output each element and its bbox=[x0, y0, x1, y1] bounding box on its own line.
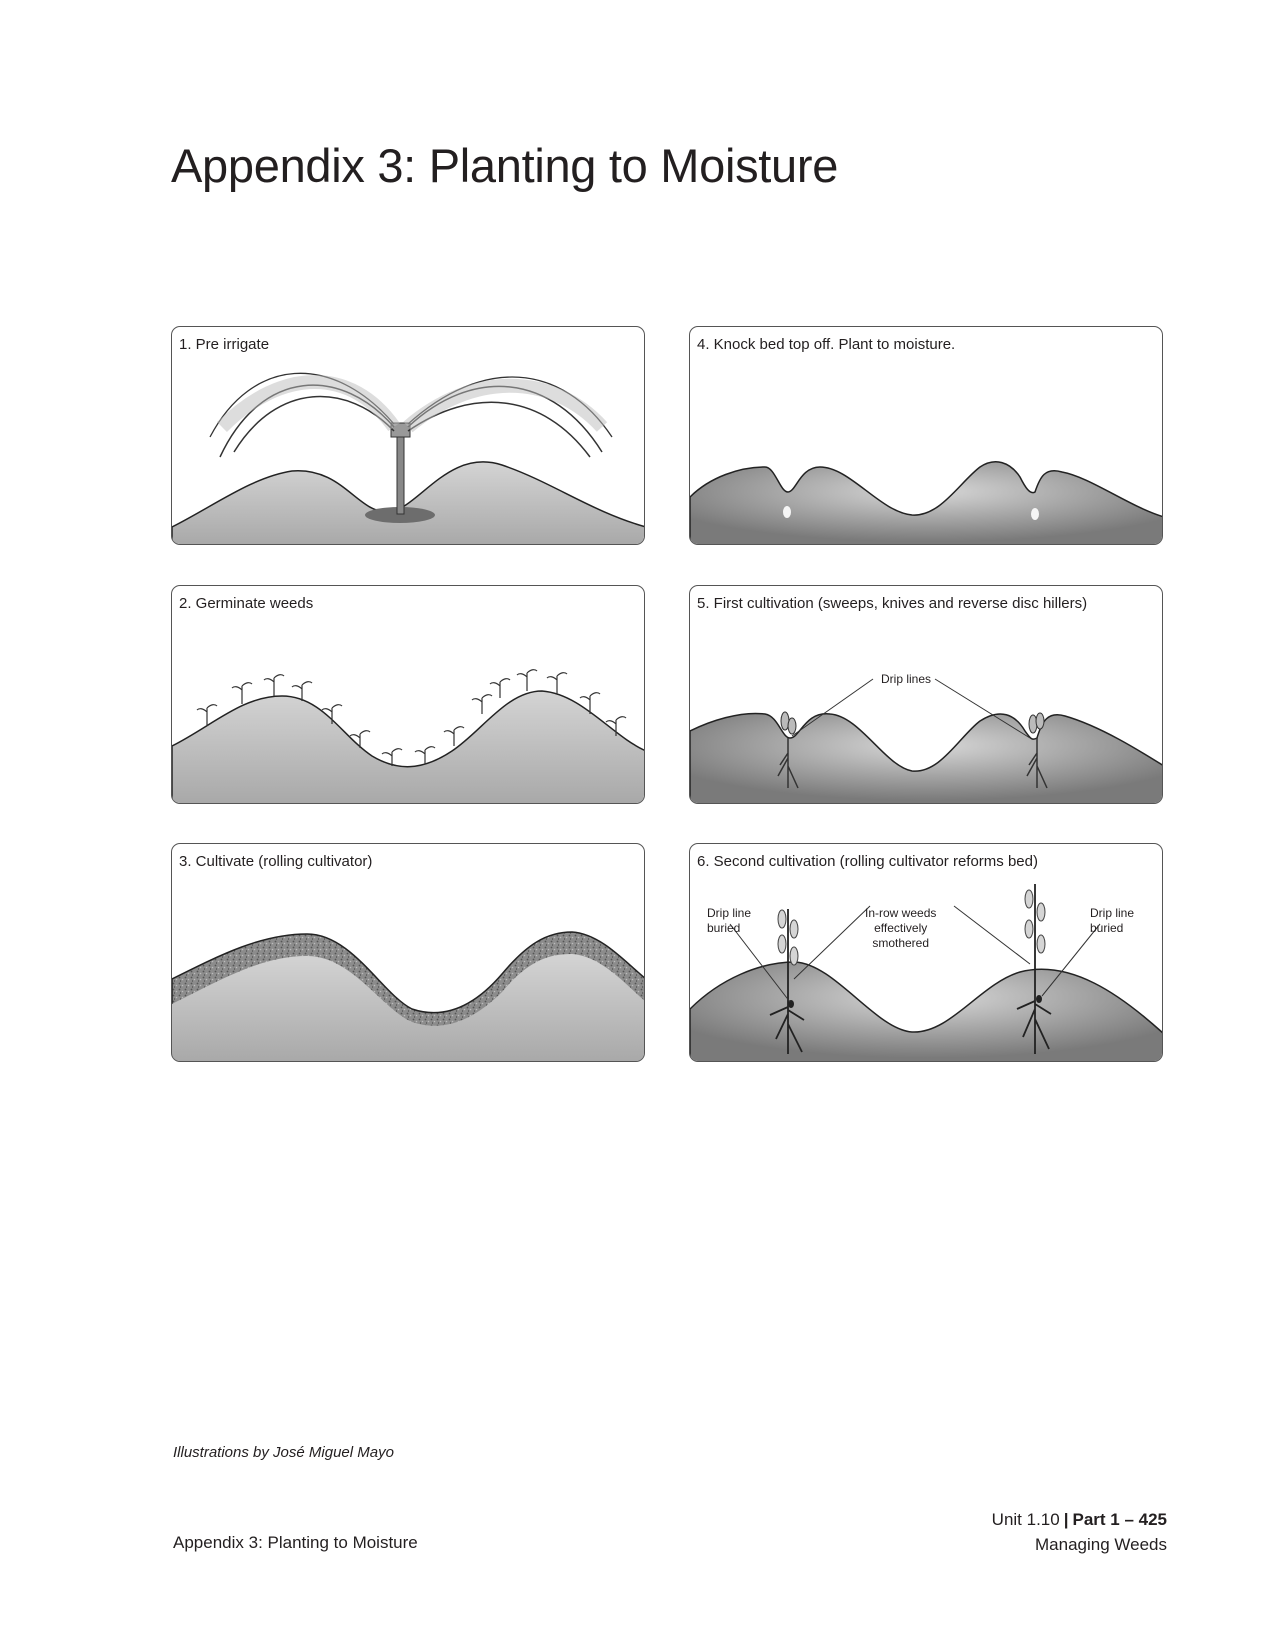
footer-unit-line bbox=[992, 1507, 1167, 1532]
panel-second-cultivation bbox=[689, 843, 1163, 1062]
panel-knock-bed-top bbox=[689, 326, 1163, 545]
knock-bed-top-illustration bbox=[690, 327, 1163, 545]
panel-first-cultivation bbox=[689, 585, 1163, 804]
page-title: Appendix 3: Planting to Moisture bbox=[171, 139, 839, 192]
illustration-credit: Illustrations by José Miguel Mayo bbox=[173, 1444, 394, 1461]
panel-label: 5. First cultivation (sweeps, knives and reverse disc hillers) bbox=[697, 595, 1088, 612]
second-cultivation-illustration bbox=[690, 844, 1163, 1062]
panel-label: 1. Pre irrigate bbox=[179, 336, 270, 353]
footer-unit: Unit 1.10 bbox=[991, 1510, 1060, 1529]
callout-drip-line-buried-left: Drip line buried bbox=[707, 906, 752, 935]
panel-cultivate bbox=[171, 843, 645, 1062]
panel-label: 6. Second cultivation (rolling cultivator reforms bed) bbox=[697, 853, 1038, 870]
panel-germinate-weeds bbox=[171, 585, 645, 804]
panel-label: 3. Cultivate (rolling cultivator) bbox=[179, 853, 373, 870]
germinate-weeds-illustration bbox=[172, 586, 645, 804]
panel-label: 4. Knock bed top off. Plant to moisture. bbox=[697, 336, 956, 353]
footer-separator: | bbox=[1063, 1510, 1069, 1529]
footer-section-title: Appendix 3: Planting to Moisture bbox=[173, 1533, 418, 1552]
footer-part-page: Part 1 – 425 bbox=[1072, 1510, 1167, 1529]
first-cultivation-illustration bbox=[690, 586, 1163, 804]
panel-pre-irrigate bbox=[171, 326, 645, 545]
cultivate-illustration bbox=[172, 844, 645, 1062]
footer-page-info bbox=[992, 1507, 1167, 1557]
pre-irrigate-illustration bbox=[172, 327, 645, 545]
footer-topic: Managing Weeds bbox=[1035, 1535, 1167, 1554]
panel-label: 2. Germinate weeds bbox=[179, 595, 314, 612]
callout-drip-line-buried-right: Drip line buried bbox=[1090, 906, 1135, 935]
callout-drip-lines: Drip lines bbox=[881, 672, 932, 686]
callout-in-row-weeds: In-row weeds effectively smothered bbox=[865, 906, 937, 950]
